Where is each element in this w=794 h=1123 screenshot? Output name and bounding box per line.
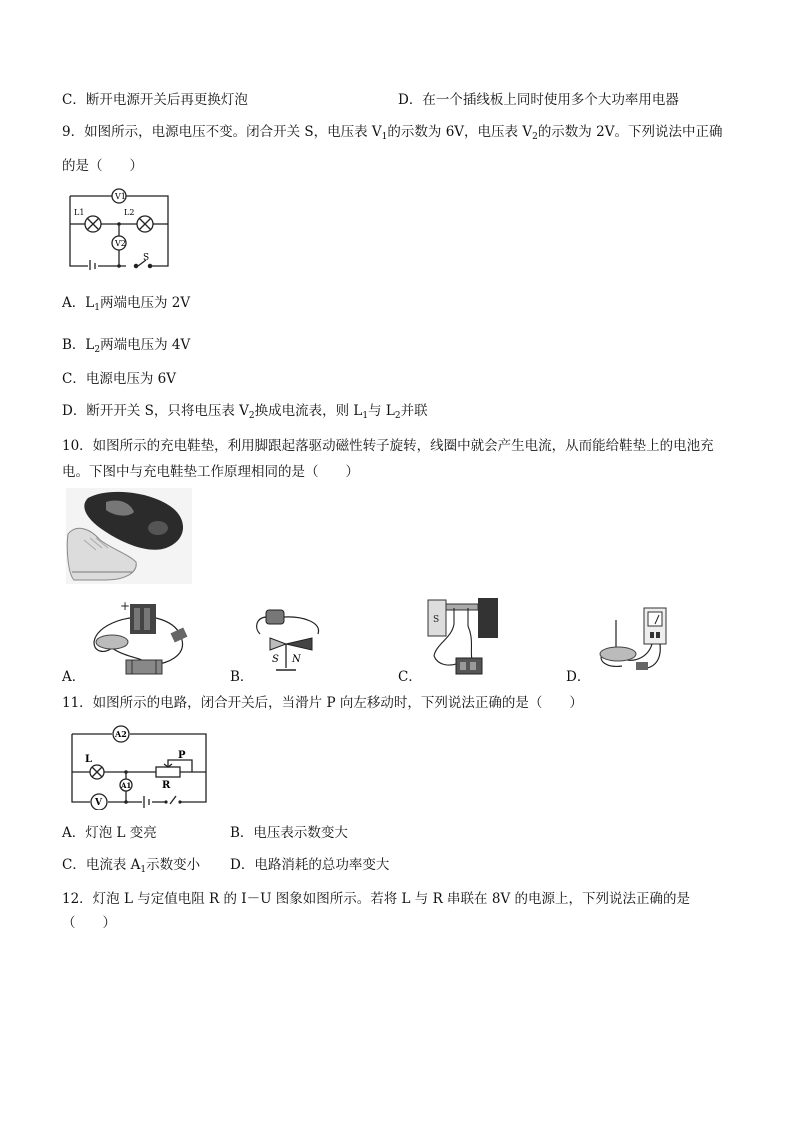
q10-stem-line2: 电。下图中与充电鞋垫工作原理相同的是（ ） (62, 464, 359, 480)
q10-option-c-figure (424, 594, 504, 680)
q11-circuit-diagram (68, 724, 208, 810)
svg-text:S: S (433, 615, 440, 625)
q10-shoe-insole-photo (66, 488, 192, 584)
q9-l1-label: L1 (74, 208, 85, 217)
q10-option-a-figure (86, 598, 196, 678)
q11-a2-label: A2 (115, 729, 127, 739)
q9-option-d: D．断开开关 S，只将电压表 $V_2$换成电流表，则 $L_1$与 $L_2$并联 (62, 403, 428, 421)
q11-r-label: R (162, 780, 171, 791)
q10-option-b-label: B． (230, 669, 254, 685)
q11-option-d: D．电路消耗的总功率变大 (230, 857, 390, 873)
q11-v-label: V (95, 798, 102, 808)
q9-option-a: A．$L_1$两端电压为 2V (62, 295, 191, 313)
q12-stem-line2: （ ） (62, 915, 116, 931)
q10-option-b-figure (252, 604, 332, 676)
q9-v1-label: V1 (115, 192, 126, 201)
q9-stem-line2: 的是（ ） (62, 158, 143, 174)
q9-option-b: B．$L_2$两端电压为 4V (62, 337, 191, 355)
q12-stem-line1: 12．灯泡 L 与定值电阻 R 的 I－U 图象如图所示。若将 L 与 R 串联在 8V 的电源上，下列说法正确的是 (62, 891, 690, 907)
q10-stem-line1: 10．如图所示的充电鞋垫，利用脚跟起落驱动磁性转子旋转，线圈中就会产生电流，从而能给鞋垫上的电池充 (62, 438, 714, 454)
q10-option-d-figure (592, 606, 674, 678)
q10-option-c-label: C． (398, 669, 422, 685)
q10-b-south-label: S (272, 654, 279, 665)
q11-a1-label: A1 (121, 781, 132, 790)
q8-option-c: C．断开电源开关后再更换灯泡 (62, 92, 248, 108)
q10-option-a-label: A． (62, 669, 86, 685)
q8-option-d: D．在一个插线板上同时使用多个大功率用电器 (398, 92, 679, 108)
q11-l-label: L (85, 754, 93, 765)
q9-option-c: C．电源电压为 6V (62, 371, 176, 387)
q9-l2-label: L2 (124, 208, 135, 217)
q9-circuit-diagram (66, 184, 172, 270)
q9-s-label: S (143, 253, 150, 263)
svg-text:+: + (120, 599, 131, 613)
q11-option-b: B．电压表示数变大 (230, 825, 348, 841)
q11-stem: 11．如图所示的电路，闭合开关后，当滑片 P 向左移动时，下列说法正确的是（ ） (62, 695, 583, 711)
q9-v2-label: V2 (115, 239, 126, 248)
q9-stem-line1: 9．如图所示，电源电压不变。闭合开关 S，电压表 $V_1$的示数为 6V，电压表 $V_2$的示数为 2V。下列说法中正确 (62, 124, 723, 142)
q11-p-label: P (178, 750, 186, 761)
q10-b-north-label: N (292, 654, 301, 665)
q11-option-a: A．灯泡 L 变亮 (62, 825, 157, 841)
q10-option-d-label: D． (566, 669, 591, 685)
q11-option-c: C．电流表 $A_1$示数变小 (62, 857, 201, 875)
